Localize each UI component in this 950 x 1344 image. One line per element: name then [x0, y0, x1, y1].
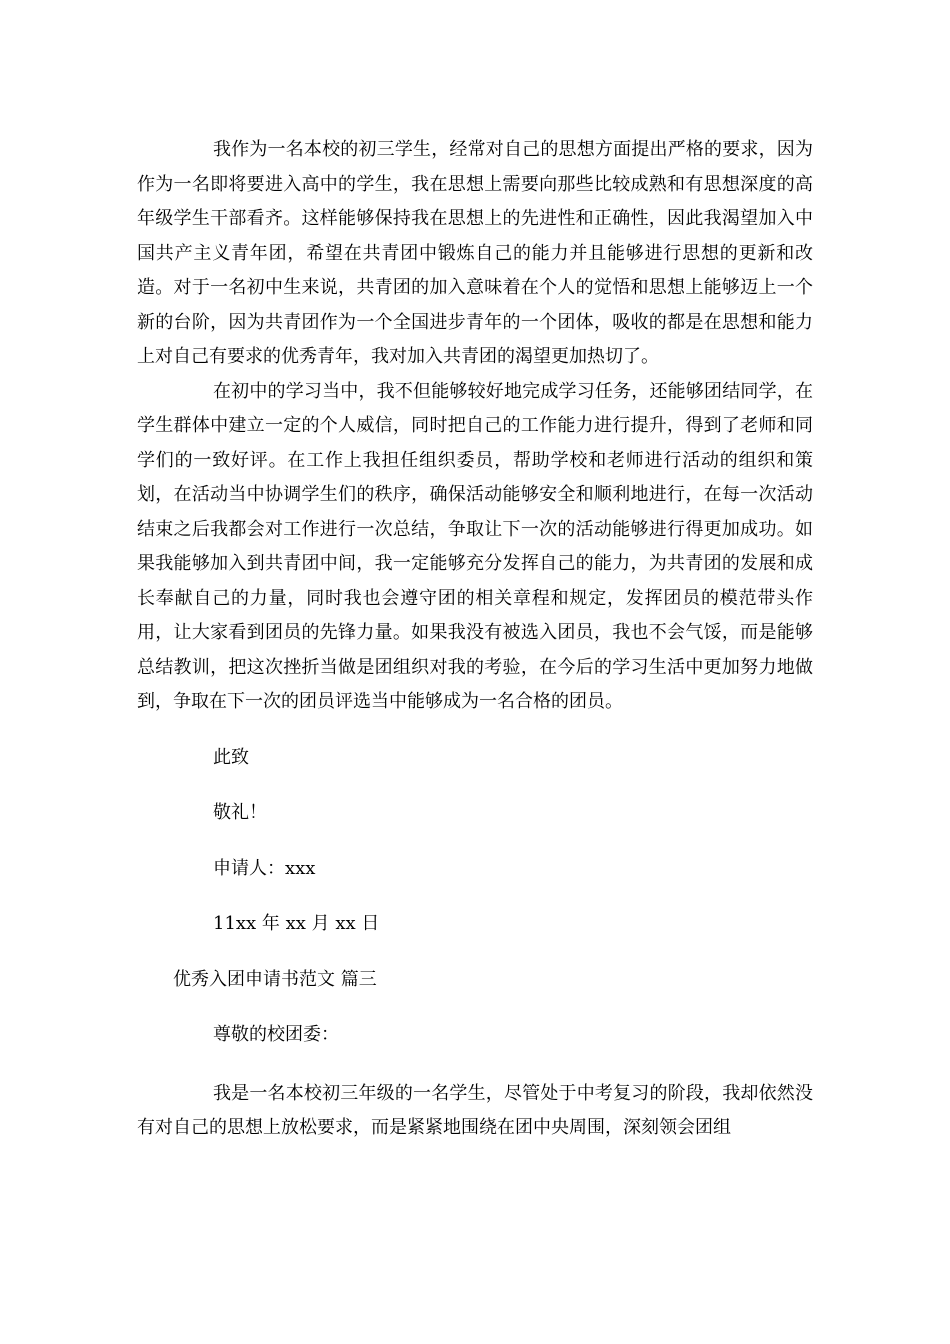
body-paragraph-1: 我作为一名本校的初三学生，经常对自己的思想方面提出严格的要求，因为作为一名即将要进入高中的学生，我在思想上需要向那些比较成熟和有思想深度的高年级学生干部看齐。这样能够保持我在思想上的先进性和正确性，因此我渴望加入中国共产主义青年团，希望在共青团中锻炼自己的能力并且能够进行思想的更新和改造。对于一名初中生来说，共青团的加入意味着在个人的觉悟和思想上能够迈上一个新的台阶，因为共青团作为一个全国进步青年的一个团体，吸收的都是在思想和能力上对自己有要求的优秀青年，我对加入共青团的渴望更加热切了。	[137, 139, 813, 367]
document-page	[137, 133, 813, 1146]
section-heading: 优秀入团申请书范文 篇三	[173, 968, 377, 990]
body-paragraph-3: 我是一名本校初三年级的一名学生，尽管处于中考复习的阶段，我却依然没有对自己的思想上放松要求，而是紧紧地围绕在团中央周围，深刻领会团组	[137, 1082, 813, 1138]
body-paragraph-2: 在初中的学习当中，我不但能够较好地完成学习任务，还能够团结同学，在学生群体中建立一定的个人威信，同时把自己的工作能力进行提升，得到了老师和同学们的一致好评。在工作上我担任组织委员，帮助学校和老师进行活动的组织和策划，在活动当中协调学生们的秩序，确保活动能够安全和顺利地进行，在每一次活动结束之后我都会对工作进行一次总结，争取让下一次的活动能够进行得更加成功。如果我能够加入到共青团中间，我一定能够充分发挥自己的能力，为共青团的发展和成长奉献自己的力量，同时我也会遵守团的相关章程和规定，发挥团员的模范带头作用，让大家看到团员的先锋力量。如果我没有被选入团员，我也不会气馁，而是能够总结教训，把这次挫折当做是团组织对我的考验，在今后的学习生活中更加努力地做到，争取在下一次的团员评选当中能够成为一名合格的团员。	[137, 380, 813, 712]
closing-line-2: 敬礼！	[213, 802, 267, 823]
salutation: 尊敬的校团委：	[213, 1024, 339, 1045]
date-line: 11xx 年 xx 月 xx 日	[213, 913, 380, 934]
applicant-line: 申请人：xxx	[213, 857, 316, 879]
closing-line-1: 此致	[213, 746, 249, 768]
